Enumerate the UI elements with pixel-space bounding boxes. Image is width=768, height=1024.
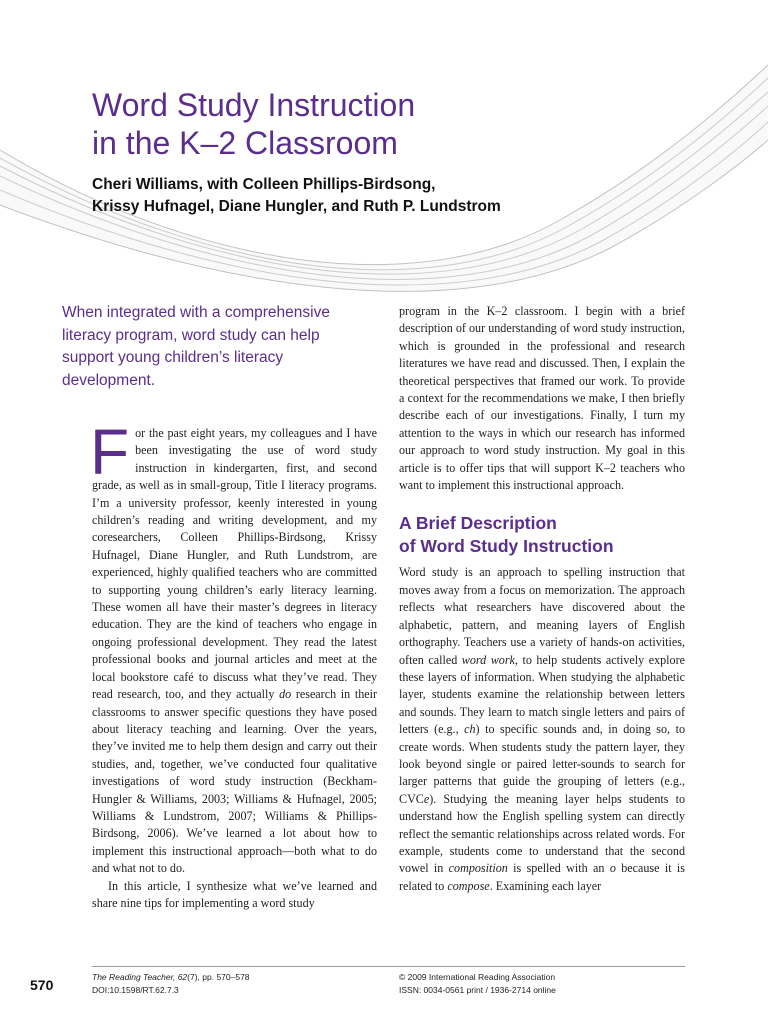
body-paragraph: program in the K–2 classroom. I begin with a brief description of our understanding of word study instruction, which is grounded in the professional and research literatures we have read and discussed. Then, I explain the theoretical perspectives that framed our work. To provide a context for the recommendations we make, I then briefly describe each of our investigations. Finally, I turn my attention to the ways in which our research has informed our approach to word study instruction. My goal in this article is to offer tips that will support K–2 teachers who want to implement this instructional approach. (399, 304, 685, 493)
body-paragraph: In this article, I synthesize what we’ve learned and share nine tips for implementing a word study (92, 878, 377, 910)
section-heading: A Brief Description of Word Study Instruction (399, 513, 614, 557)
body-column-left (90, 416, 378, 912)
authors-line-2: Krissy Hufnagel, Diane Hungler, and Ruth P. Lundstrom (92, 198, 501, 215)
pull-quote: When integrated with a comprehensive literacy program, word study can help support young children’s literacy development. (62, 304, 330, 389)
doi-text: DOI:10.1598/RT.62.7.3 (92, 985, 179, 995)
issn-text: ISSN: 0034-0561 print / 1936-2714 online (399, 985, 556, 995)
title-line-2: in the K–2 Classroom (92, 125, 398, 161)
author-list (92, 174, 692, 218)
body-paragraph: Word study is an approach to spelling instruction that moves away from a focus on memorization. The approach reflects what researchers have discovered about the alphabetic, pattern, and meaning layers of English orthography. Teachers use a variety of hands-on activities, often called word work, to help students actively explore these layers of information. When studying the alphabetic layer, students examine the relationship between letters and sounds. They learn to match single letters and pairs of letters (e.g., ch) to specific sounds and, in doing so, to create words. When students study the pattern layer, they look beyond single or paired letter-sounds to search for larger patterns that guide the grouping of letters (e.g., CVCe). Studying the meaning layer helps students to understand how the English spelling system can directly reflect the semantic relationships across related words. For example, students come to understand that the second vowel in composition is spelled with an o because it is related to compose. Examining each layer (399, 565, 686, 893)
copyright-text: © 2009 International Reading Association (399, 972, 556, 982)
body-paragraph: For the past eight years, my colleagues and I have been investigating the use of word study instruction in kindergarten, first, and second grade, as well as in small-group, Title I literacy programs. I’m a university professor, keenly interested in young children’s reading and writing development, and my coresearchers, Colleen Phillips-Birdsong, Krissy Hufnagel, Diane Hungler, and Ruth Lundstrom, are experienced, highly qualified teachers who are committed to supporting young children’s early literacy learning. These women all have their master’s degrees in literacy education. They are the kind of teachers who engage in ongoing professional development. They read the latest professional books and journal articles and meet at the local bookstore café to discuss what they’ve read. They read research, too, and they actually do research in their classrooms to answer specific questions they have posed about literacy teaching and learning. Over the years, they’ve invited me to help them design and carry out their studies, and, together, we’ve conducted four qualitative investigations of word study instruction (Beckham-Hungler & Williams, 2003; Williams & Hufnagel, 2005; Williams & Lundstrom, 2007; Williams & Phillips-Birdsong, 2006). We’ve learned a lot about how to implement this instructional approach—both what to do and what not to do. (90, 416, 378, 876)
journal-citation: The Reading Teacher, 62(7), pp. 570–578 (92, 972, 250, 982)
citation-footer (92, 971, 250, 997)
body-column-right (399, 303, 685, 895)
copyright-footer (399, 971, 556, 997)
page-number: 570 (30, 977, 54, 993)
authors-line-1: Cheri Williams, with Colleen Phillips-Birdsong, (92, 176, 436, 193)
drop-cap: F (90, 416, 130, 488)
title-line-1: Word Study Instruction (92, 87, 416, 123)
article-title (92, 86, 415, 162)
footer-divider (92, 966, 685, 967)
